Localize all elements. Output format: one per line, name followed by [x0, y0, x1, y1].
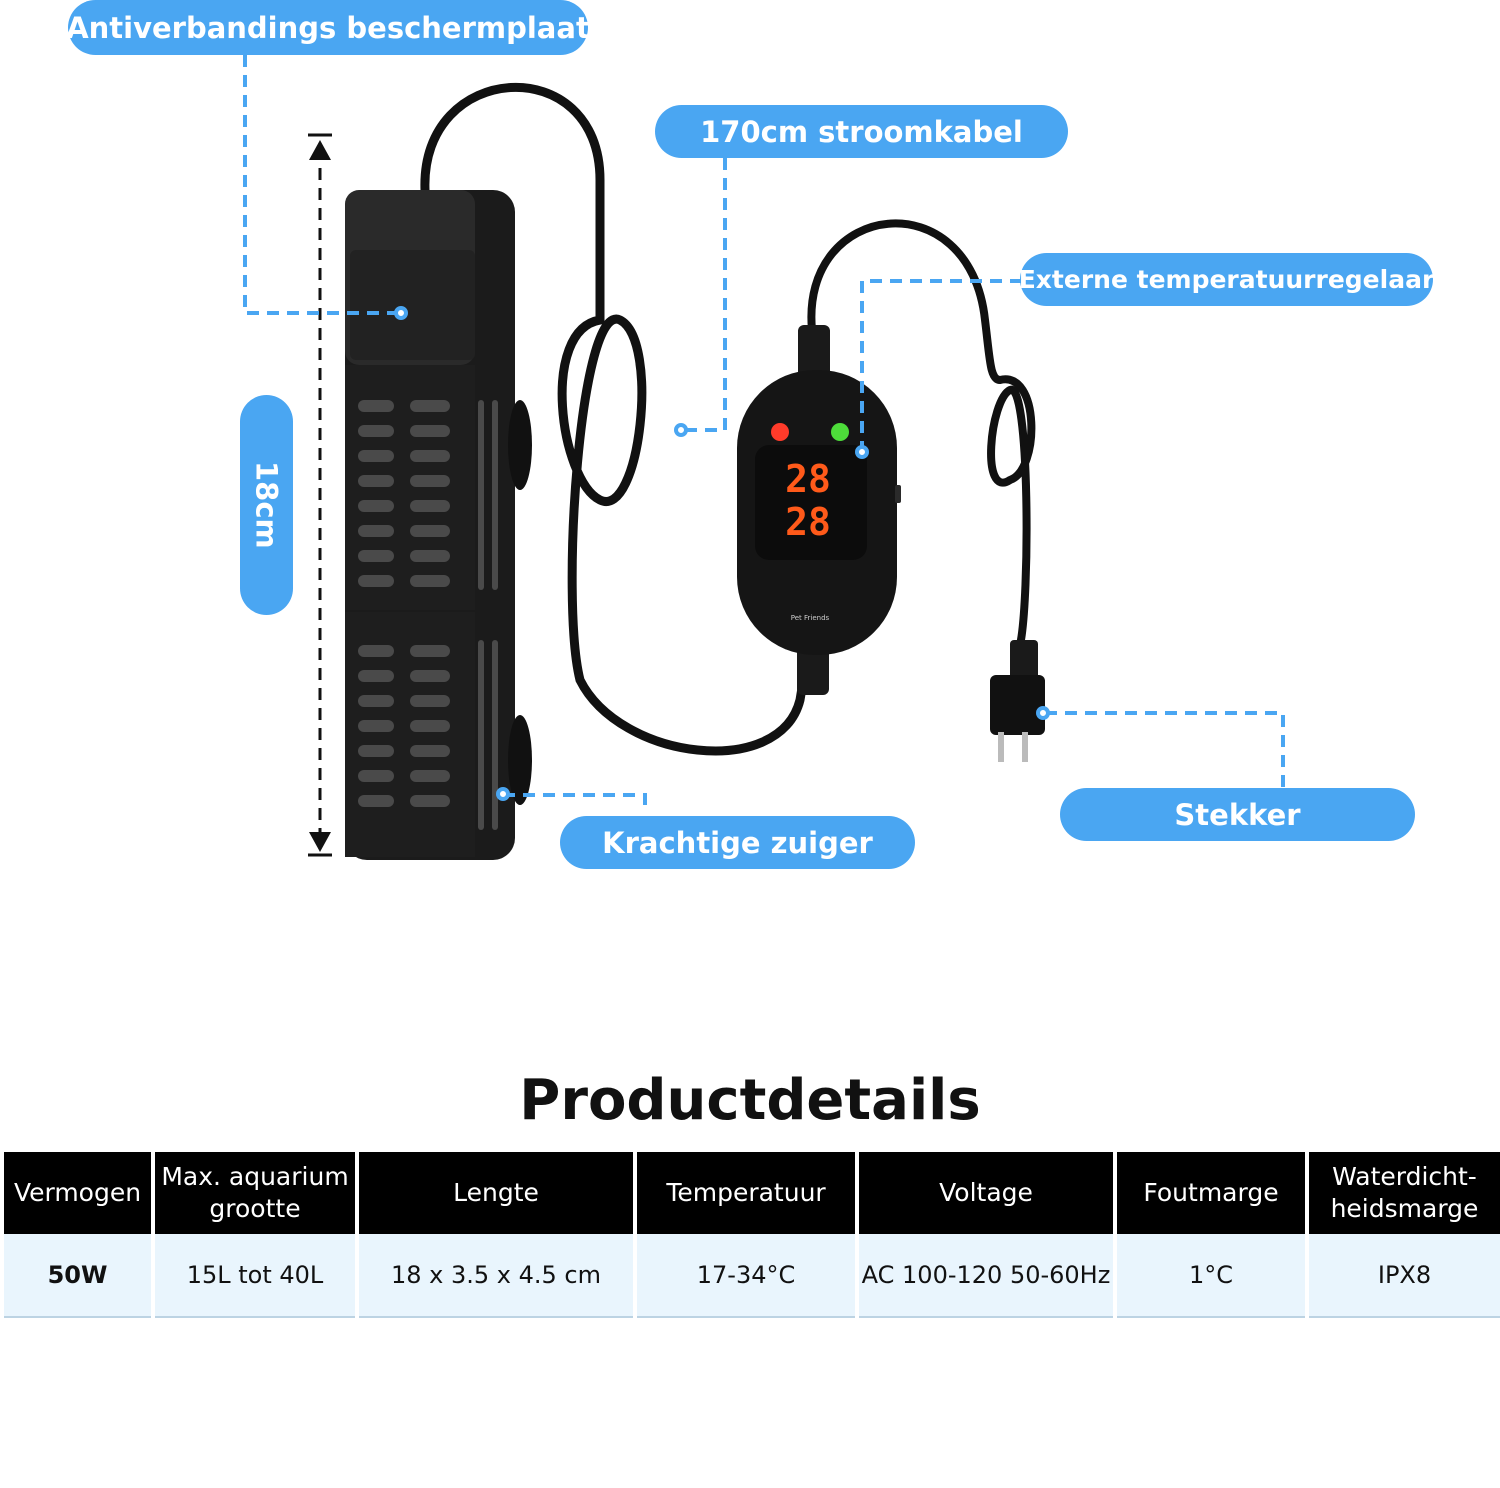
- callout-length: 18cm: [240, 395, 293, 615]
- value-vermogen: 50W: [4, 1234, 151, 1318]
- header-foutmarge: Foutmarge: [1117, 1152, 1305, 1234]
- display-bottom: 28: [785, 500, 831, 544]
- value-waterdicht: IPX8: [1309, 1234, 1500, 1318]
- header-temperatuur: Temperatuur: [637, 1152, 855, 1234]
- product-details-table: [0, 1152, 1500, 1318]
- value-lengte: 18 x 3.5 x 4.5 cm: [359, 1234, 633, 1318]
- header-vermogen: Vermogen: [4, 1152, 151, 1234]
- header-voltage: Voltage: [859, 1152, 1113, 1234]
- header-waterdicht: Waterdicht-heidsmarge: [1309, 1152, 1500, 1234]
- callout-controller: Externe temperatuurregelaar: [1020, 253, 1433, 306]
- section-title: Productdetails: [519, 1068, 981, 1133]
- header-lengte: Lengte: [359, 1152, 633, 1234]
- callout-suction-cup: Krachtige zuiger: [560, 816, 915, 869]
- callout-power-cable: 170cm stroomkabel: [655, 105, 1068, 158]
- value-temperatuur: 17-34°C: [637, 1234, 855, 1318]
- display-top: 28: [785, 457, 831, 501]
- table-header-row: [4, 1152, 1500, 1234]
- callout-plug: Stekker: [1060, 788, 1415, 841]
- brand-logo-text: Pet Friends: [790, 614, 830, 622]
- value-foutmarge: 1°C: [1117, 1234, 1305, 1318]
- table-row: [4, 1234, 1500, 1318]
- value-voltage: AC 100-120 50-60Hz: [859, 1234, 1113, 1318]
- callout-protection-plate: Antiverbandings beschermplaat: [68, 0, 588, 55]
- value-max-aquarium: 15L tot 40L: [155, 1234, 355, 1318]
- header-max-aquarium: Max. aquarium grootte: [155, 1152, 355, 1234]
